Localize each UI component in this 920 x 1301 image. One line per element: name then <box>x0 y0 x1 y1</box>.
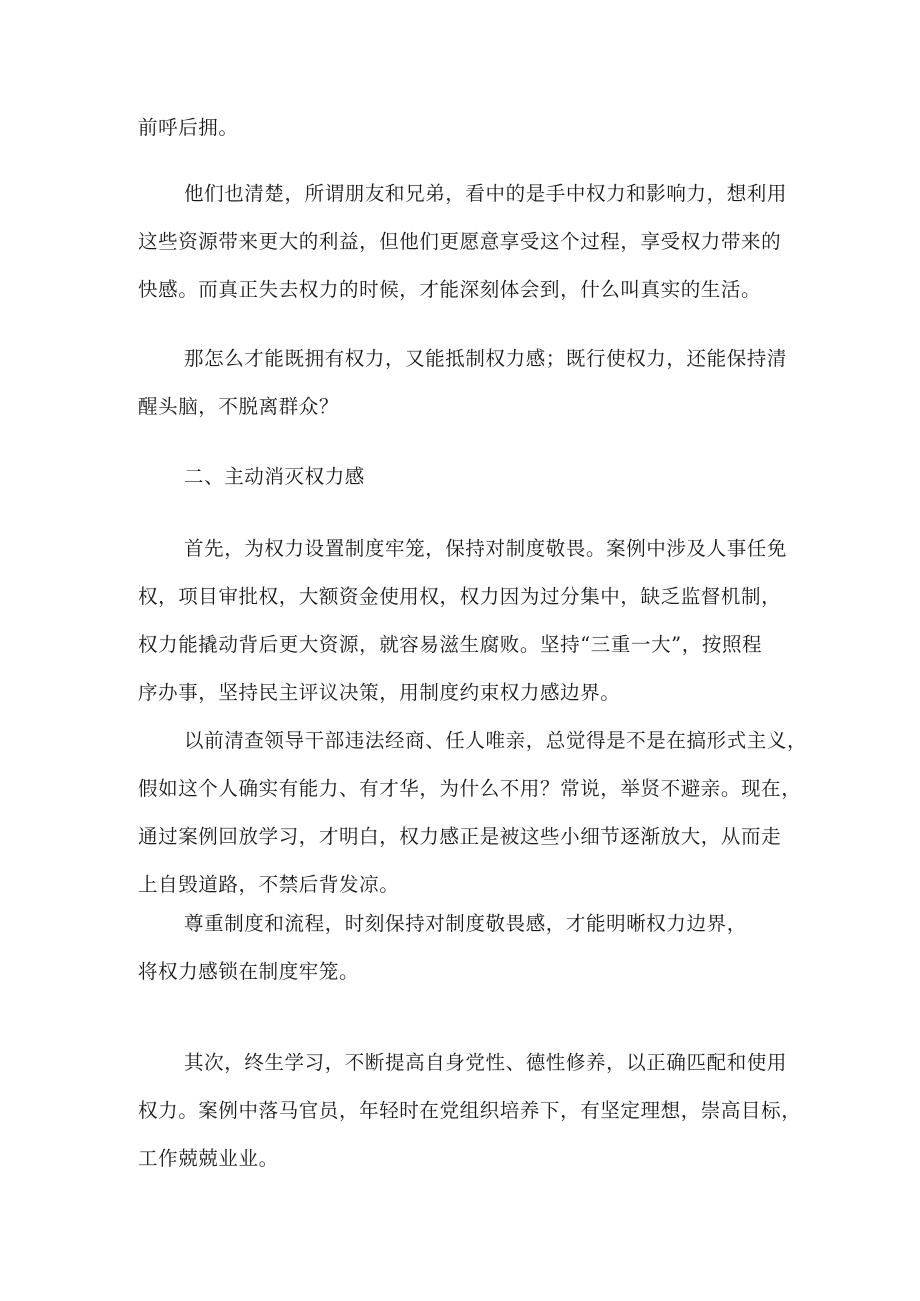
text-line: 其次，终生学习，不断提高自身党性、德性修养，以正确匹配和使用 <box>184 1051 788 1074</box>
text-line: 工作兢兢业业。 <box>138 1147 279 1170</box>
section-heading <box>138 453 788 501</box>
paragraph-continuation <box>138 104 788 152</box>
text-line: 权力。案例中落马官员，年轻时在党组织培养下，有坚定理想，崇高目标， <box>138 1099 802 1122</box>
text-line: 前呼后拥。 <box>138 116 239 139</box>
paragraph-respect-system <box>138 900 788 996</box>
text-line: 通过案例回放学习，才明白，权力感正是被这些小细节逐渐放大，从而走 <box>138 825 782 848</box>
text-line: 他们也清楚，所谓朋友和兄弟，看中的是手中权力和影响力，想利用 <box>184 182 788 205</box>
text-line: 快感。而真正失去权力的时候，才能深刻体会到，什么叫真实的生活。 <box>138 278 762 301</box>
text-line: 上自毁道路，不禁后背发凉。 <box>138 873 400 896</box>
paragraph-investigation <box>138 717 808 909</box>
paragraph-question <box>138 335 788 431</box>
paragraph-friends-and-brothers <box>138 170 788 314</box>
paragraph-lifelong-learning <box>138 1039 802 1183</box>
text-line: 权，项目审批权，大额资金使用权，权力因为过分集中，缺乏监督机制， <box>138 585 782 608</box>
text-line: 将权力感锁在制度牢笼。 <box>138 960 360 983</box>
paragraph-system-cage <box>138 525 788 717</box>
text-line: 以前清查领导干部违法经商、任人唯亲，总觉得是不是在搞形式主义， <box>184 729 808 752</box>
text-line: 尊重制度和流程，时刻保持对制度敬畏感，才能明晰权力边界， <box>184 912 747 935</box>
text-line: 首先，为权力设置制度牢笼，保持对制度敬畏。案例中涉及人事任免 <box>184 537 788 560</box>
text-line: 这些资源带来更大的利益，但他们更愿意享受这个过程，享受权力带来的 <box>138 230 782 253</box>
text-line: 醒头脑，不脱离群众？ <box>138 395 340 418</box>
heading-text: 二、主动消灭权力感 <box>184 465 365 488</box>
text-line: 那怎么才能既拥有权力，又能抵制权力感；既行使权力，还能保持清 <box>184 347 788 370</box>
text-line: 权力能撬动背后更大资源，就容易滋生腐败。坚持“三重一大”，按照程 <box>138 633 763 656</box>
text-line: 假如这个人确实有能力、有才华，为什么不用？常说，举贤不避亲。现在， <box>138 777 802 800</box>
text-line: 序办事，坚持民主评议决策，用制度约束权力感边界。 <box>138 681 621 704</box>
